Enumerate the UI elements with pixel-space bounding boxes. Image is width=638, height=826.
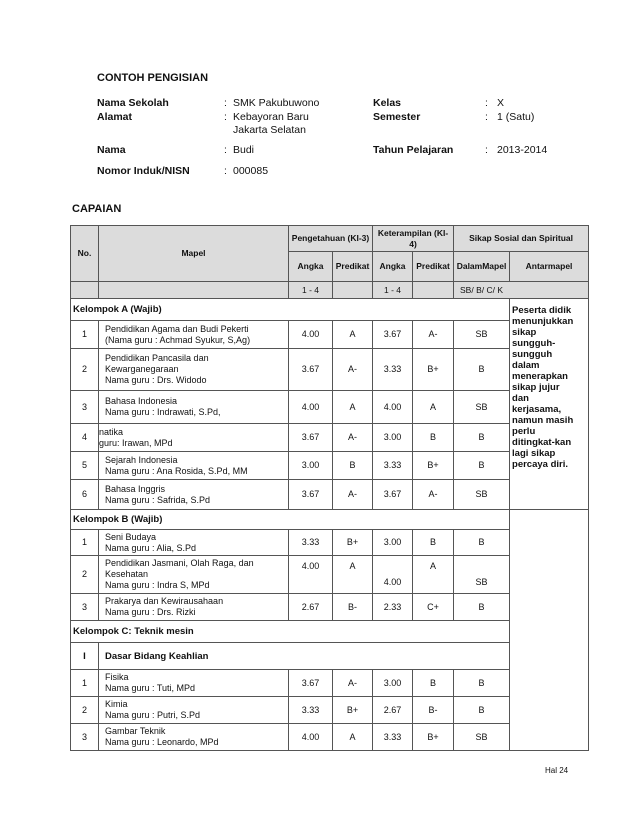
row-no: 2 [71,349,99,391]
kelas-value: X [497,97,505,109]
row-no: 1 [71,530,99,556]
header-dalam-mapel: DalamMapel [454,252,510,282]
colon: : [485,97,488,109]
predikat-pengetahuan: A- [333,480,373,510]
subject-cell [99,391,289,424]
angka-keterampilan: 3.00 [373,424,413,452]
header-angka: Angka [289,252,333,282]
sikap-dalam-mapel: B [454,530,510,556]
subject-cell [99,424,289,452]
angka-keterampilan: 2.33 [373,594,413,621]
sikap-dalam-mapel: B [454,594,510,621]
colon: : [224,144,227,156]
teacher-name: Nama guru : Leonardo, MPd [105,737,219,747]
angka-pengetahuan: 3.00 [289,452,333,480]
angka-keterampilan: 3.00 [373,670,413,697]
header-angka: Angka [373,252,413,282]
teacher-name: Nama guru : Indra S, MPd [105,580,210,590]
group-c-label: Kelompok C: Teknik mesin [71,621,510,643]
kelas-label: Kelas [373,97,402,109]
subject-name: Bahasa Inggris [105,483,166,494]
teacher-name: Nama guru : Tuti, MPd [105,683,196,693]
predikat-pengetahuan: A- [333,349,373,391]
angka-keterampilan: 2.67 [373,697,413,724]
header-mapel: Mapel [99,226,289,282]
range-pengetahuan: 1 - 4 [289,282,333,299]
subject-name: Pendidikan Jasmani, Olah Raga, dan [105,558,254,568]
subject-name: Kimia [105,699,128,709]
header-pengetahuan: Pengetahuan (KI-3) [289,226,373,252]
alamat-label: Alamat [97,111,133,123]
angka-pengetahuan: 3.67 [289,480,333,510]
angka-pengetahuan: 4.00 [289,391,333,424]
teacher-name: (Nama guru : Achmad Syukur, S,Ag) [105,334,251,345]
page-number: Hal 24 [545,766,569,775]
angka-pengetahuan: 3.67 [289,349,333,391]
colon: : [485,144,488,156]
predikat-pengetahuan: A [333,724,373,751]
tahun-label: Tahun Pelajaran [373,144,454,156]
subject-cell [99,724,289,751]
subject-name: Bahasa Indonesia [105,396,178,406]
subject-name: natika [99,426,124,437]
subject-cell [99,530,289,556]
header-predikat: Predikat [413,252,454,282]
header-sikap: Sikap Sosial dan Spiritual [454,226,589,252]
angka-pengetahuan: 4.00 [289,321,333,349]
predikat-pengetahuan: B+ [333,697,373,724]
subject-name: Fisika [105,672,129,682]
subject-cell [99,697,289,724]
nisn-label: Nomor Induk/NISN [97,165,190,177]
nisn-value: 000085 [233,165,269,177]
angka-pengetahuan: 3.33 [289,697,333,724]
alamat-value-1: Kebayoran Baru [233,111,309,123]
sub-group-no: I [71,643,99,670]
sikap-dalam-mapel: B [454,452,510,480]
predikat-keterampilan: B+ [413,724,454,751]
sikap-dalam-mapel: B [454,697,510,724]
sekolah-value: SMK Pakubuwono [233,97,320,109]
predikat-pengetahuan: A [333,391,373,424]
teacher-name: Nama guru : Drs. Rizki [105,607,196,617]
predikat-pengetahuan: B [333,452,373,480]
angka-keterampilan: 3.00 [373,530,413,556]
semester-label: Semester [373,111,421,123]
colon: : [485,111,488,123]
teacher-name: Nama guru : Indrawati, S.Pd, [105,407,221,417]
header-antar-mapel: Antarmapel [510,252,589,282]
predikat-keterampilan: B- [413,697,454,724]
subject-cell [99,670,289,697]
header-no: No. [71,226,99,282]
sikap-dalam-mapel: B [454,670,510,697]
colon: : [224,111,227,123]
group-b-label: Kelompok B (Wajib) [71,510,510,530]
colon: : [224,165,227,177]
angka-keterampilan: 3.33 [373,724,413,751]
semester-value: 1 (Satu) [497,111,535,123]
row-no: 3 [71,594,99,621]
antarmapel-empty [510,510,589,751]
predikat-pengetahuan: A [333,321,373,349]
angka-keterampilan: 4.00 [373,391,413,424]
nama-value: Budi [233,144,255,156]
teacher-name: Nama guru : Safrida, S.Pd [105,494,211,505]
subject-name-cont: Kewarganegaraan [105,364,179,374]
subject-cell [99,556,289,594]
subject-name: Seni Budaya [105,531,157,542]
predikat-keterampilan: A [413,391,454,424]
angka-pengetahuan: 2.67 [289,594,333,621]
angka-pengetahuan: 3.33 [289,530,333,556]
teacher-name: Nama guru : Drs. Widodo [105,375,207,385]
section-title: CAPAIAN [72,203,122,215]
predikat-keterampilan: A- [413,321,454,349]
sikap-dalam-mapel: SB [454,480,510,510]
predikat-keterampilan: B [413,530,454,556]
row-no: 2 [71,556,99,594]
predikat-pengetahuan: A- [333,670,373,697]
sikap-dalam-mapel: B [454,424,510,452]
row-no: 1 [71,321,99,349]
predikat-keterampilan: B [413,670,454,697]
predikat-keterampilan: B+ [413,349,454,391]
angka-pengetahuan: 3.67 [289,424,333,452]
teacher-name: Nama guru : Ana Rosida, S.Pd, MM [105,465,248,476]
header-predikat: Predikat [333,252,373,282]
predikat-keterampilan: A [413,556,454,594]
colon: : [224,97,227,109]
subject-cell [99,480,289,510]
alamat-value-2: Jakarta Selatan [233,124,306,136]
row-no: 5 [71,452,99,480]
angka-keterampilan: 3.33 [373,349,413,391]
range-sikap: SB/ B/ C/ K [454,282,589,299]
sikap-dalam-mapel: SB [454,724,510,751]
sikap-dalam-mapel: B [454,349,510,391]
subject-name: Pendidikan Pancasila dan [105,353,209,363]
grades-table [70,225,589,751]
group-a-label: Kelompok A (Wajib) [71,299,510,321]
angka-pengetahuan: 3.67 [289,670,333,697]
predikat-pengetahuan: A- [333,424,373,452]
predikat-keterampilan: B+ [413,452,454,480]
sikap-dalam-mapel: SB [454,391,510,424]
sikap-dalam-mapel: SB [454,556,510,594]
range-keterampilan: 1 - 4 [373,282,413,299]
angka-keterampilan: 3.33 [373,452,413,480]
sikap-dalam-mapel: SB [454,321,510,349]
subject-name: Gambar Teknik [105,726,166,736]
predikat-keterampilan: A- [413,480,454,510]
row-no: 2 [71,697,99,724]
teacher-name: guru: Irawan, MPd [99,437,173,448]
nama-label: Nama [97,144,126,156]
page-heading: CONTOH PENGISIAN [97,72,209,84]
predikat-keterampilan: C+ [413,594,454,621]
subject-name: Sejarah Indonesia [105,454,178,465]
angka-keterampilan: 3.67 [373,321,413,349]
sub-group-label: Dasar Bidang Keahlian [99,643,510,670]
predikat-pengetahuan: B- [333,594,373,621]
subject-name: Prakarya dan Kewirausahaan [105,596,224,606]
row-no: 4 [71,424,99,452]
row-no: 3 [71,391,99,424]
header-keterampilan: Keterampilan (KI-4) [373,226,454,252]
sekolah-label: Nama Sekolah [97,97,169,109]
row-no: 3 [71,724,99,751]
angka-keterampilan: 4.00 [373,556,413,594]
angka-keterampilan: 3.67 [373,480,413,510]
antarmapel-note-text: Peserta didik menunjukkan sikap sungguh-sungguh dalam menerapkan sikap jujur dan kerjasama, namun masih perlu ditingkat-kan lagi sikap percaya diri. [512,305,574,470]
predikat-pengetahuan: A [333,556,373,594]
row-no: 6 [71,480,99,510]
row-no: 1 [71,670,99,697]
subject-cell [99,594,289,621]
angka-pengetahuan: 4.00 [289,556,333,594]
tahun-value: 2013-2014 [497,144,548,156]
subject-name: Pendidikan Agama dan Budi Pekerti [105,323,249,334]
predikat-pengetahuan: B+ [333,530,373,556]
subject-cell [99,321,289,349]
subject-cell [99,452,289,480]
teacher-name: Nama guru : Putri, S.Pd [105,710,201,720]
subject-name-cont: Kesehatan [105,569,149,579]
angka-pengetahuan: 4.00 [289,724,333,751]
teacher-name: Nama guru : Alia, S.Pd [105,542,197,553]
predikat-keterampilan: B [413,424,454,452]
subject-cell [99,349,289,391]
antarmapel-note [510,299,589,510]
